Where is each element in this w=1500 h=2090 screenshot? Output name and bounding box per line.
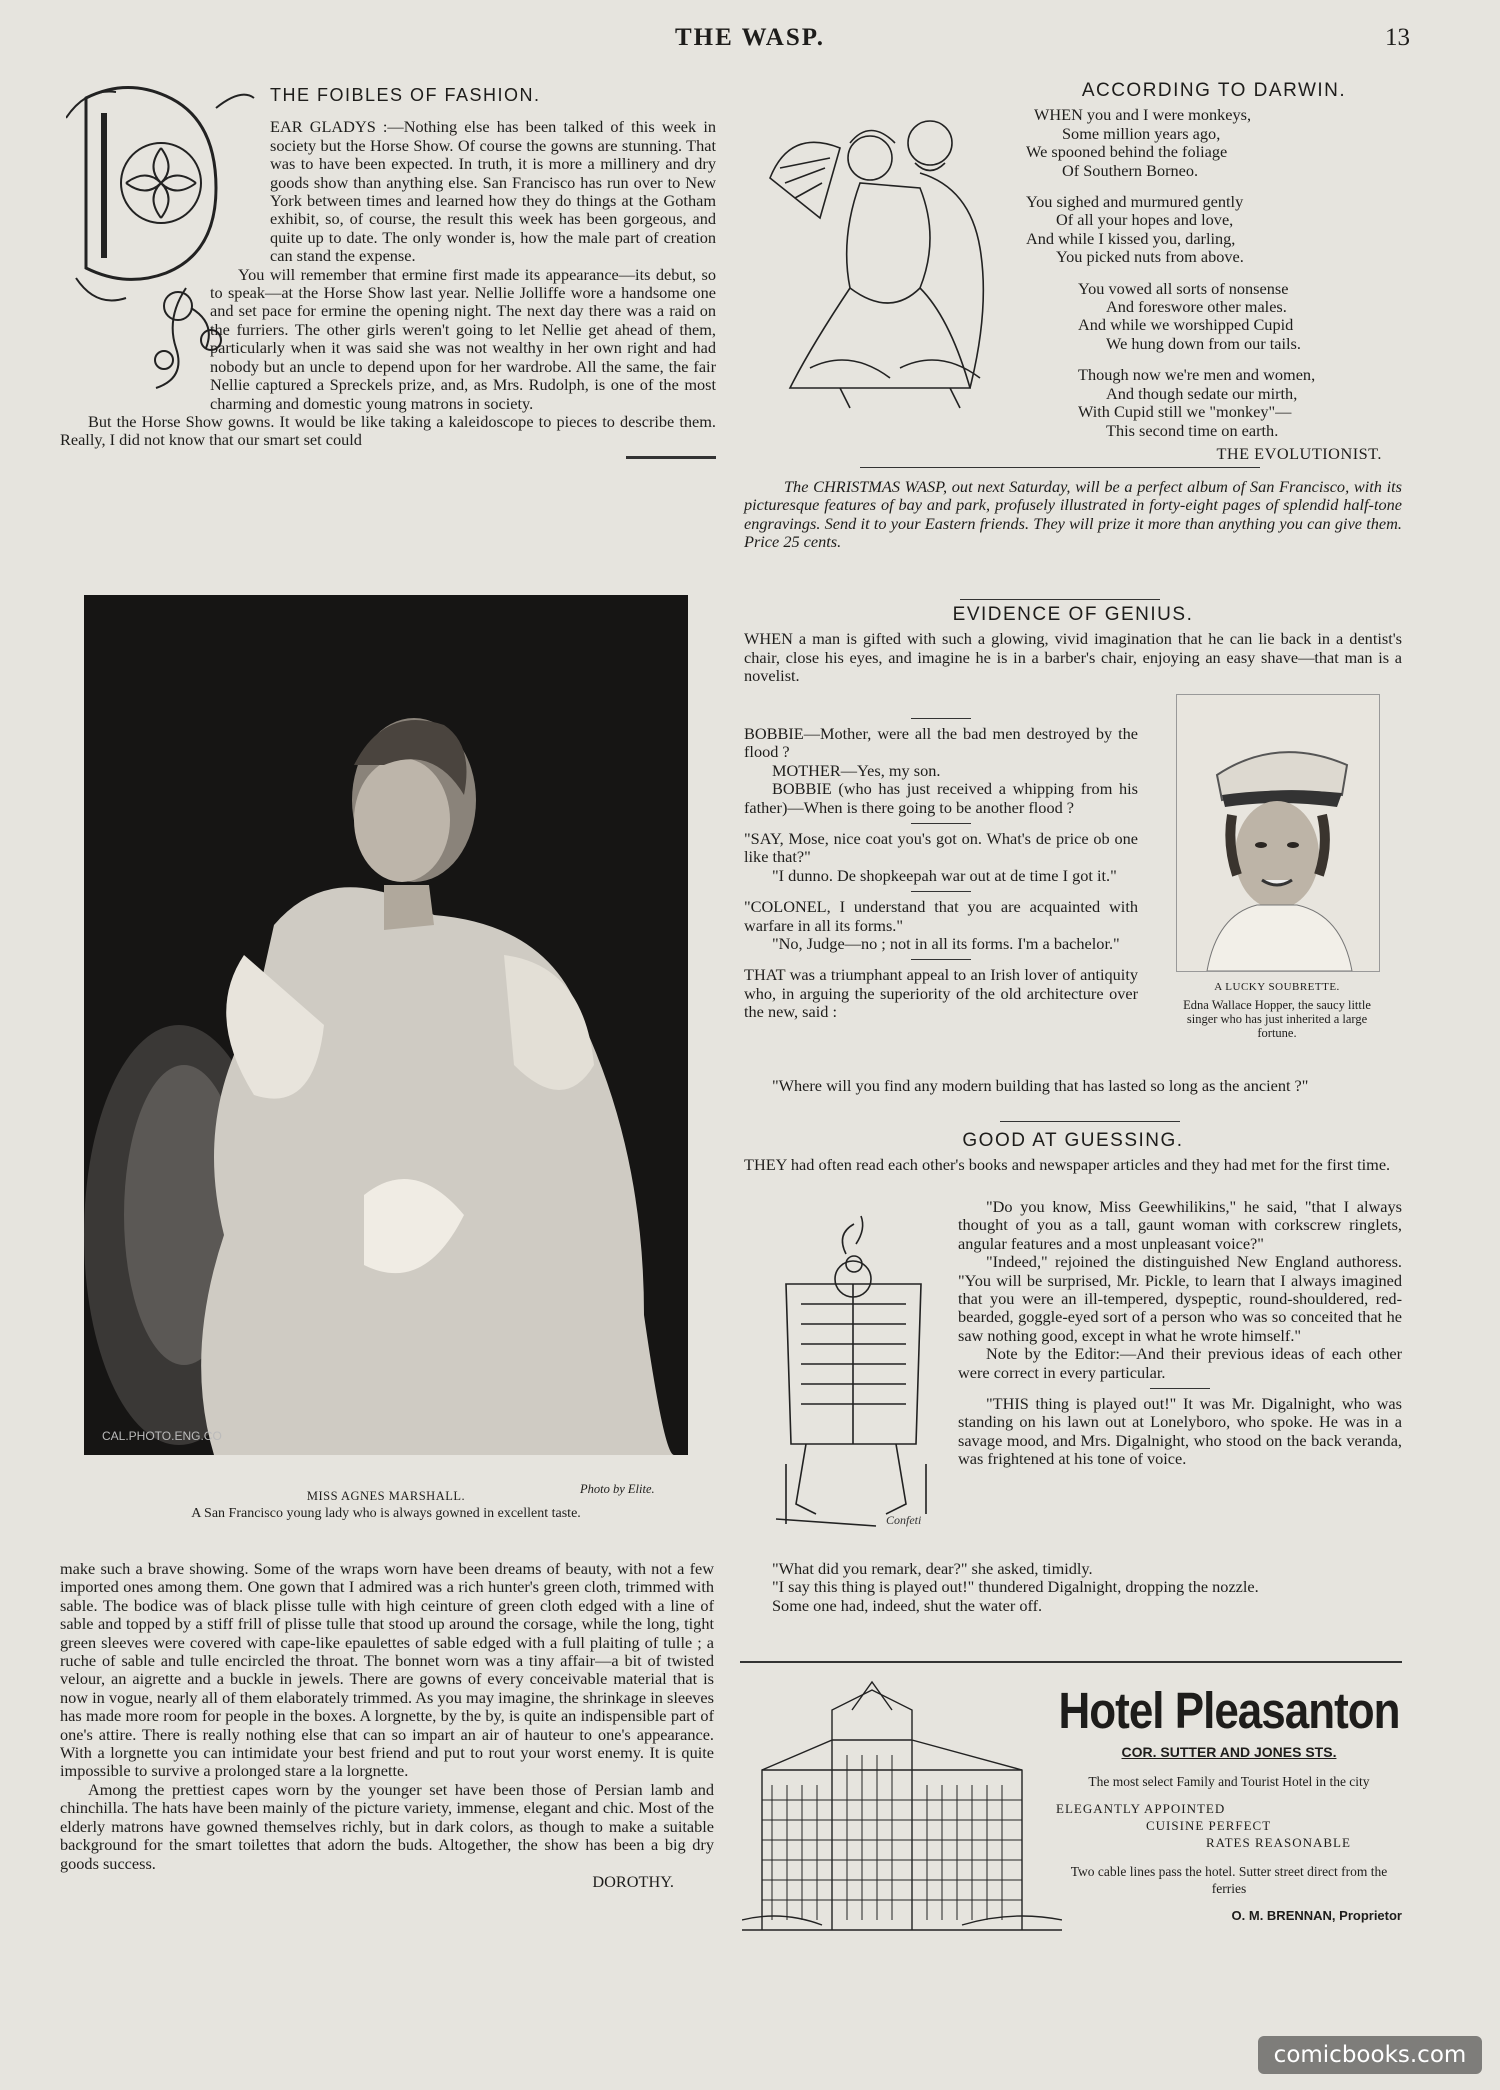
mose-line-1: "SAY, Mose, nice coat you's got on. What's de price ob one like that?" [744, 829, 1138, 867]
darwin-line: Though now we're men and women, [1078, 365, 1316, 385]
photo-subject-name: MISS AGNES MARSHALL. [306, 1489, 466, 1503]
portrait-photo [84, 595, 688, 1455]
photo-credit: Photo by Elite. [580, 1482, 655, 1496]
joke-separator [911, 891, 971, 892]
soubrette-caption-text: Edna Wallace Hopper, the saucy little singer who has just inherited a large fortune. [1183, 998, 1371, 1040]
darwin-line: Of Southern Borneo. [1062, 160, 1199, 180]
joke-separator [911, 959, 971, 960]
hotel-ad-line-2: CUISINE PERFECT [1146, 1818, 1272, 1833]
genius-jokes [744, 718, 1138, 1022]
joke-separator [911, 718, 971, 719]
joke-separator [911, 823, 971, 824]
darwin-stanza-1 [1026, 106, 1402, 180]
darwin-line: And foreswore other males. [1106, 297, 1287, 317]
soubrette-label: A LUCKY SOUBRETTE. [1214, 981, 1340, 993]
guessing-paragraph-6: "What did you remark, dear?" she asked, timidly. [772, 1559, 1093, 1578]
darwin-line: You vowed all sorts of nonsense [1078, 278, 1289, 298]
engraver-mark: CAL.PHOTO.ENG.CO [102, 1429, 222, 1443]
guessing-paragraph-2: "Do you know, Miss Geewhilikins," he said, "that I always thought of you as a tall, gaunt woman with corkscrew ringlets, angular features and a most unpleasant voice?" [958, 1197, 1402, 1253]
artist-signature: Confeti [886, 1513, 922, 1527]
darwin-line: WHEN you and I were monkeys, [1034, 105, 1252, 125]
darwin-line: Of all your hopes and love, [1056, 210, 1234, 230]
portrait-photo-image [84, 595, 688, 1455]
guessing-dialogue [958, 1198, 1402, 1469]
watermark: comicbooks.com [1258, 2036, 1482, 2074]
colonel-line-1: "COLONEL, I understand that you are acquainted with warfare in all its forms." [744, 897, 1138, 935]
genius-section [744, 606, 1402, 686]
darwin-line: And while I kissed you, darling, [1026, 228, 1236, 248]
soubrette-photo-image [1177, 695, 1379, 971]
genius-heading: EVIDENCE OF GENIUS. [952, 604, 1194, 625]
hotel-ad-line-3: RATES REASONABLE [1206, 1835, 1351, 1850]
darwin-line: You sighed and murmured gently [1026, 192, 1244, 212]
darwin-heading: ACCORDING TO DARWIN. [1081, 80, 1347, 101]
soubrette-photo [1176, 694, 1380, 972]
darwin-line: And though sedate our mirth, [1106, 383, 1298, 403]
guessing-paragraph-4: Note by the Editor:—And their previous ideas of each other were correct in every particular. [958, 1344, 1402, 1382]
foibles-column-top [60, 86, 716, 459]
guessing-paragraph-5: "THIS thing is played out!" It was Mr. Digalnight, who was standing on his lawn out at Lonelyboro, who spoke. He was in a savage mood, and Mrs. Digalnight, who stood on the back veranda, was frightened at his tone of voice. [958, 1394, 1402, 1469]
section-rule [626, 456, 716, 459]
hotel-building-engraving [742, 1680, 1062, 1936]
darwin-line: We hung down from our tails. [1106, 333, 1301, 353]
guessing-paragraph-1: THEY had often read each other's books and newspaper articles and they had met for the first time. [744, 1155, 1391, 1175]
darwin-line: You picked nuts from above. [1056, 247, 1244, 267]
photo-caption-text: A San Francisco young lady who is always gowned in excellent taste. [191, 1506, 581, 1521]
darwin-line: With Cupid still we "monkey"— [1078, 402, 1292, 422]
foibles-paragraph-2: You will remember that ermine first made its appearance—its debut, so to speak—at the Horse Show last year. Nellie Jolliffe wore a handsome one and set pace for ermine the opening night. The next day there was a raid on the furriers. The other girls weren't going to let Nellie get ahead of them, particularly when it was said she was not wealthy in her own right and had nobody but an uncle to depend upon for her wardrobe. All the same, the fair Nellie captured a Spreckels prize, and, as Mrs. Rudolph, is one of the most charming and domestic young matrons in society. [210, 264, 716, 413]
joke-separator [1150, 1388, 1210, 1389]
hotel-ad [1056, 1683, 1402, 1924]
hotel-ad-proprietor: O. M. BRENNAN, Proprietor [1231, 1908, 1402, 1923]
guessing-ending [744, 1560, 1402, 1615]
mose-line-2: "I dunno. De shopkeepah war out at de time I got it." [772, 865, 1117, 885]
foibles-paragraph-5: Among the prettiest capes worn by the younger set have been those of Persian lamb and chinchilla. The hats have been mainly of the picture variety, immense, elegant and chic. Most of the elderly matrons have gowned themselves richly, but in dark colors, as though to make a suitable background for the smart toilettes that adorn the buds. Altogether, the show has been a big dry goods success. [60, 1779, 714, 1873]
newspaper-reader-illustration [766, 1214, 956, 1534]
photo-caption [84, 1488, 688, 1522]
guessing-section [744, 1132, 1402, 1175]
colonel-line-2: "No, Judge—no ; not in all its forms. I'm a bachelor." [772, 934, 1120, 954]
section-rule [1000, 1121, 1180, 1122]
darwin-stanza-4 [1026, 366, 1402, 440]
hotel-ad-title: Hotel Pleasanton [1058, 1683, 1400, 1740]
guessing-paragraph-8: Some one had, indeed, shut the water off. [772, 1595, 1043, 1615]
hotel-ad-address: COR. SUTTER AND JONES STS. [1121, 1744, 1337, 1760]
hotel-ad-line-1: ELEGANTLY APPOINTED [1056, 1801, 1226, 1816]
masthead: THE WASP. [674, 24, 825, 51]
darwin-line: And while we worshipped Cupid [1078, 315, 1294, 335]
couple-illustration [750, 88, 1026, 418]
soubrette-caption [1170, 980, 1384, 1040]
darwin-line: This second time on earth. [1106, 420, 1279, 440]
foibles-paragraph-4: make such a brave showing. Some of the wraps worn have been dreams of beauty, with not a few imported ones among them. One gown that I admired was a rich hunter's green cloth, trimmed with sable. The bodice was of black plisse tulle with high ceinture of green cloth edged with a line of sable and topped by a stiff frill of plisse tulle that stood up around the corsage, while the long, tight green sleeves were covered with cape-like epaulettes of sable edged with a full plaiting of tulle ; a ruche of sable and tulle encircled the throat. The bonnet worn was a tiny affair—a bit of twisted velour, an aigrette and a buckle in jewels. There are gowns of every conceivable material that is now in vogue, nearly all of them elaborately trimmed. As you may imagine, the shrinkage in sleeves has made more room for people in the boxes. A lorgnette, by the by, is quite an indispensible part of one's attire. There is really nothing else that can so impart an air of hauteur to one's appearance. With a lorgnette you can intimidate your best friend and put to rout your worst enemy. It is quite impossible to survive a prolonged stare a la lorgnette. [60, 1559, 714, 1781]
christmas-notice: The CHRISTMAS WASP, out next Saturday, will be a perfect album of San Francisco, with its picturesque features of bay and park, profusely illustrated in forty-eight pages of splendid half-tone engravings. Send it to your Eastern friends. They will prize it more than anything you can give them. Price 25 cents. [744, 477, 1402, 552]
darwin-line: We spooned behind the foliage [1026, 142, 1228, 162]
bobbie-line-2: MOTHER—Yes, my son. [772, 760, 941, 780]
darwin-stanza-3 [1026, 280, 1402, 354]
irish-quote: "Where will you find any modern building that has lasted so long as the ancient ?" [772, 1076, 1309, 1095]
page-number: 13 [1385, 24, 1410, 51]
bobbie-line-1: BOBBIE—Mother, were all the bad men destroyed by the flood ? [744, 724, 1138, 762]
darwin-signature: THE EVOLUTIONIST. [1216, 443, 1382, 463]
darwin-poem [1026, 82, 1402, 463]
guessing-paragraph-3: "Indeed," rejoined the distinguished New England authoress. "You will be surprised, Mr. Pickle, to learn that I always imagined that you were an ill-tempered, dyspeptic, round-shouldered, red-bearded, goggle-eyed sort of a person who was so conceited that he saw nothing good, except in what he wrote himself." [958, 1252, 1402, 1345]
guessing-heading: GOOD AT GUESSING. [962, 1130, 1184, 1151]
section-rule [860, 467, 1260, 468]
genius-paragraph-1: WHEN a man is gifted with such a glowing, vivid imagination that he can lie back in a dentist's chair, close his eyes, and imagine he is in a barber's chair, enjoying an easy shave—that man is a novelist. [744, 629, 1402, 686]
foibles-signature: DOROTHY. [592, 1871, 674, 1891]
darwin-line: Some million years ago, [1062, 123, 1221, 143]
bobbie-line-3: BOBBIE (who has just received a whipping from his father)—When is there going to be another flood ? [744, 779, 1138, 817]
section-rule [740, 1661, 1402, 1663]
guessing-paragraph-7: "I say this thing is played out!" thundered Digalnight, dropping the nozzle. [772, 1577, 1259, 1597]
section-rule [960, 599, 1160, 600]
foibles-heading: THE FOIBLES OF FASHION. [270, 85, 541, 105]
foibles-column-bottom [60, 1560, 714, 1891]
darwin-stanza-2 [1026, 193, 1402, 267]
irish-paragraph: THAT was a triumphant appeal to an Irish lover of antiquity who, in arguing the superiority of the old architecture over the new, said : [744, 965, 1138, 1022]
foibles-paragraph-1: EAR GLADYS :—Nothing else has been talked of this week in society but the Horse Show. Of course the gowns are stunning. That was to have been expected. In truth, it is more a millinery and dry goods show than anything else. San Francisco has run over to New York between times and learned how they do things at the Gotham exhibit, so, of course, the result this week has been gorgeous, and quite up to date. The only wonder is, how the male part of creation can stand the expense. [270, 117, 716, 266]
hotel-ad-description: The most select Family and Tourist Hotel in the city [1088, 1774, 1370, 1789]
hotel-ad-cable: Two cable lines pass the hotel. Sutter street direct from the ferries [1070, 1864, 1388, 1896]
foibles-paragraph-3: But the Horse Show gowns. It would be like taking a kaleidoscope to pieces to describe them. Really, I did not know that our smart set could [60, 411, 716, 450]
